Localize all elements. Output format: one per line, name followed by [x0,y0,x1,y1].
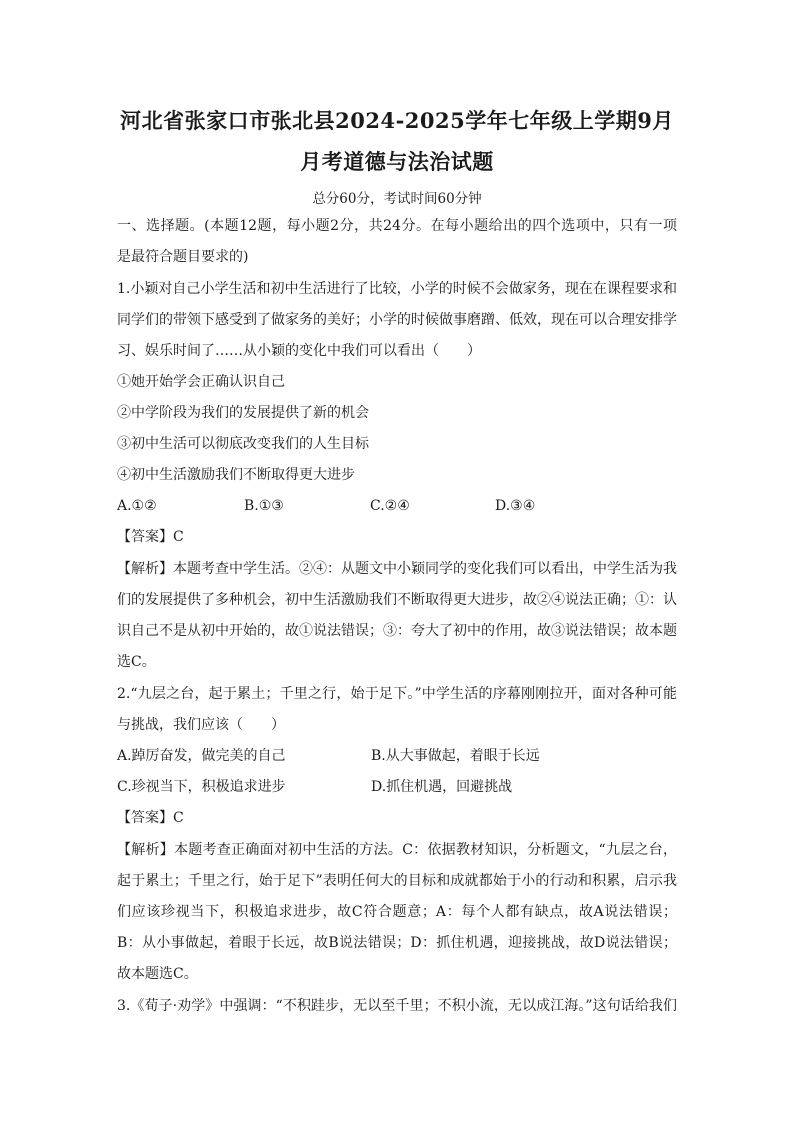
exam-subtitle: 总分60分，考试时间60分钟 [312,191,482,207]
q1-item-2: ②中学阶段为我们的发展提供了新的机会 [117,405,369,421]
q2-option-b: B.从大事做起，着眼于长远 [371,748,540,764]
q2-analysis-line-5: 故本题选C。 [117,966,198,982]
q1-answer: 【答案】C [117,529,184,545]
q1-analysis-line-3: 识自己不是从初中开始的，故①说法错误；③：夸大了初中的作用，故③说法错误；故本题 [117,623,677,639]
q1-item-1: ①她开始学会正确认识自己 [117,374,285,390]
exam-title-line-2: 月考道德与法治试题 [300,149,494,174]
section-heading-line-2: 是最符合题目要求的) [117,249,249,265]
q1-option-d: D.③④ [495,498,536,514]
q1-item-4: ④初中生活激励我们不断取得更大进步 [117,467,355,483]
q1-analysis-line-4: 选C。 [117,654,156,670]
q2-option-a: A.踔厉奋发，做完美的自己 [117,748,286,764]
exam-title-line-1: 河北省张家口市张北县2024-2025学年七年级上学期9月 [120,108,674,133]
q1-stem-line-2: 同学们的带领下感受到了做家务的美好；小学的时候做事磨蹭、低效，现在可以合理安排学 [117,312,677,328]
q2-analysis-line-3: 们应该珍视当下，积极追求进步，故C符合题意；A：每个人都有缺点，故A说法错误； [117,904,677,920]
q1-analysis-line-1: 【解析】本题考查中学生活。②④：从题文中小颖同学的变化我们可以看出，中学生活为我 [117,561,677,577]
q1-item-3: ③初中生活可以彻底改变我们的人生目标 [117,436,369,452]
q1-stem-line-3: 习、娱乐时间了……从小颖的变化中我们可以看出（ ） [117,343,481,359]
q1-option-a: A.①② [117,498,157,514]
section-heading-line-1: 一、选择题。(本题12题，每小题2分，共24分。在每小题给出的四个选项中，只有一项 [117,218,677,234]
q2-option-d: D.抓住机遇，回避挑战 [371,779,513,795]
q1-option-b: B.①③ [244,498,284,514]
q2-stem-line-2: 与挑战，我们应该（ ） [117,717,285,733]
q2-stem-line-1: 2.“九层之台，起于累土；千里之行，始于足下。”中学生活的序幕刚刚拉开，面对各种可能 [117,686,677,702]
q1-option-c: C.②④ [370,498,410,514]
q1-stem-line-1: 1.小颖对自己小学生活和初中生活进行了比较，小学的时候不会做家务，现在在课程要求和 [117,281,677,297]
q2-analysis-line-4: B：从小事做起，着眼于长远，故B说法错误；D：抓住机遇，迎接挑战，故D说法错误； [117,935,677,951]
q3-stem-line-1: 3.《荀子·劝学》中强调：“不积跬步，无以至千里；不积小流，无以成江海。”这句话给我们 [117,998,677,1014]
q2-analysis-line-1: 【解析】本题考查正确面对初中生活的方法。C：依据教材知识，分析题文，“九层之台， [117,842,677,858]
q1-analysis-line-2: 们的发展提供了多种机会，初中生活激励我们不断取得更大进步，故②④说法正确；①：认 [117,592,677,608]
q2-option-c: C.珍视当下，积极追求进步 [117,779,286,795]
q2-answer: 【答案】C [117,810,184,826]
q2-analysis-line-2: 起于累土；千里之行，始于足下”表明任何大的目标和成就都始于小的行动和积累，启示我 [117,873,677,889]
